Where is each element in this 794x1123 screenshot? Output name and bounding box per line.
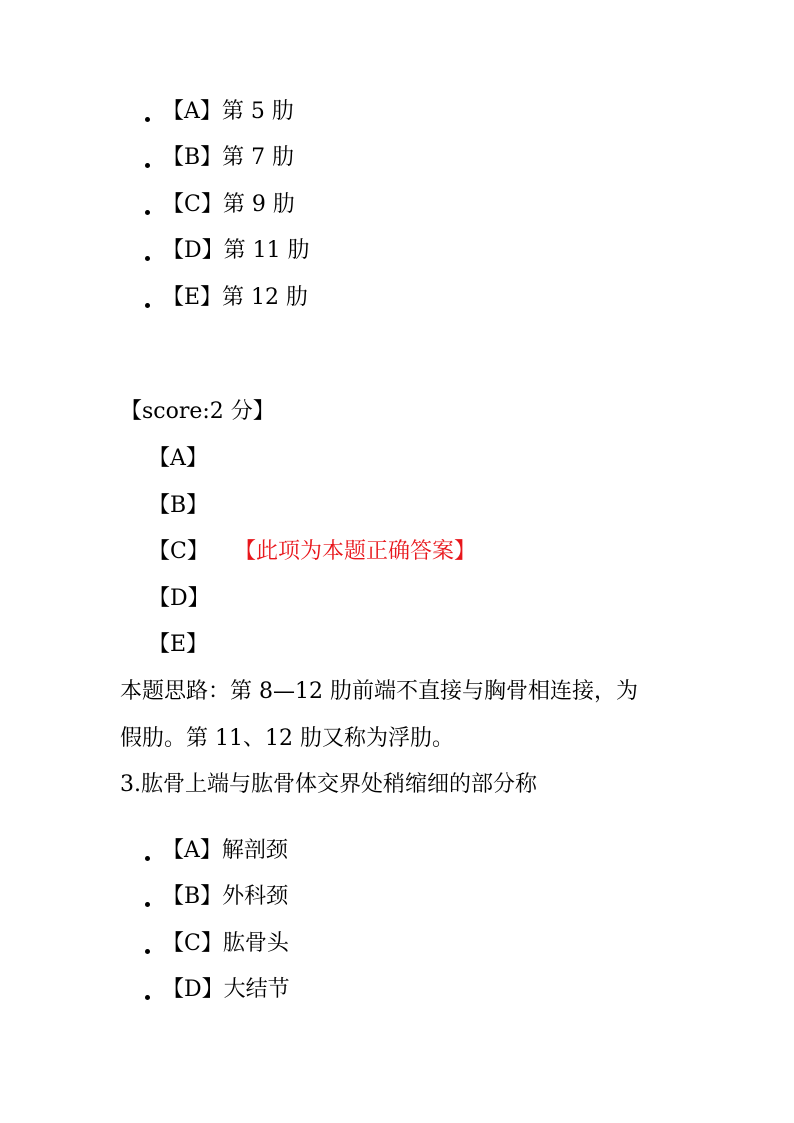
q3-option-d[interactable]: 【D】大结节 [162, 977, 290, 1002]
q2-option-b[interactable]: 【B】第 7 肋 [162, 145, 295, 170]
bullet-icon [145, 117, 150, 122]
answer-row-e: 【E】 [148, 632, 209, 657]
bullet-icon [145, 256, 150, 261]
answer-row-b: 【B】 [148, 493, 209, 518]
answer-row-c: 【C】 [148, 539, 209, 564]
q2-option-a[interactable]: 【A】第 5 肋 [162, 99, 294, 124]
correct-answer-mark: 【此项为本题正确答案】 [234, 539, 477, 564]
explanation-line-1: 本题思路：第 8—12 肋前端不直接与胸骨相连接，为 [120, 679, 638, 704]
explanation-line-2: 假肋。第 11、12 肋又称为浮肋。 [120, 726, 454, 751]
score-label: 【score:2 分】 [120, 399, 275, 424]
answer-row-a: 【A】 [148, 446, 208, 471]
q3-option-b[interactable]: 【B】外科颈 [162, 884, 289, 909]
q2-option-c[interactable]: 【C】第 9 肋 [162, 192, 295, 217]
bullet-icon [145, 303, 150, 308]
bullet-icon [145, 163, 150, 168]
q3-option-a[interactable]: 【A】解剖颈 [162, 838, 288, 863]
q2-option-d[interactable]: 【D】第 11 肋 [162, 238, 310, 263]
q3-option-c[interactable]: 【C】肱骨头 [162, 931, 289, 956]
bullet-icon [145, 856, 150, 861]
bullet-icon [145, 949, 150, 954]
q2-option-e[interactable]: 【E】第 12 肋 [162, 285, 309, 310]
answer-row-d: 【D】 [148, 586, 210, 611]
bullet-icon [145, 210, 150, 215]
bullet-icon [145, 902, 150, 907]
q3-stem: 3.肱骨上端与肱骨体交界处稍缩细的部分称 [120, 772, 537, 797]
bullet-icon [145, 995, 150, 1000]
